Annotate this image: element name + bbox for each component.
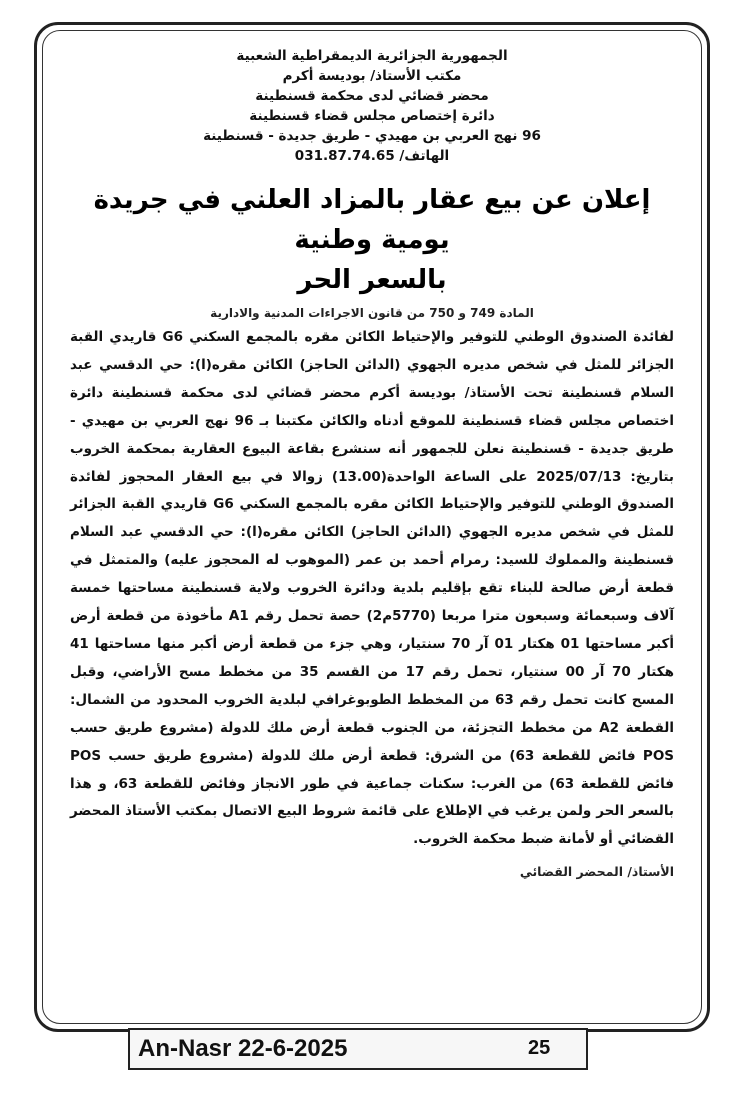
- publication-date: An-Nasr 22-6-2025: [138, 1035, 348, 1062]
- title-line-1: إعلان عن بيع عقار بالمزاد العلني في جريدة يومية وطنية: [93, 185, 651, 255]
- header-bailiff: محضر قضائي لدى محكمة قسنطينة: [255, 88, 489, 104]
- signature: الأستاذ/ المحضر القضائي: [519, 864, 674, 880]
- legal-reference: المادة 749 و 750 من قانون الاجراءات المدنية والادارية: [210, 306, 534, 320]
- title-line-2: بالسعر الحر: [297, 265, 447, 295]
- notice-content: [70, 46, 674, 879]
- page-number: 25: [528, 1037, 551, 1059]
- header-phone: الهاتف/ 031.87.74.65: [294, 148, 450, 164]
- notice-title: [70, 180, 674, 300]
- notice-body: لفائدة الصندوق الوطني للتوفير والإحتياط الكائن مقره بالمجمع السكني G6 قاريدي القبة الجزائر للمثل في شخص مديره الجهوي (الدائن الحاجز) الكائن مقره(ا): حي الدقسي عبد السلام قسنطينة تحت الأستاذ/ بوديسة أكرم محضر قضائي لدى محكمة قسنطينة دائرة اختصاص مجلس قضاء قسنطينة للموقع أدناه والكائن مكتبنا بـ 96 نهج العربي بن مهيدي - طريق جديدة - قسنطينة نعلن للجمهور أنه سنشرع بقاعة البيوع العقارية بمحكمة الخروب بتاريخ: 2025/07/13 على الساعة الواحدة(13.00) زوالا في بيع العقار المحجوز لفائدة الصندوق الوطني للتوفير والإحتياط الكائن مقره بالمجمع السكني G6 قاريدي القبة الجزائر للمثل في شخص مديره الجهوي (الدائن الحاجز) الكائن مقره(ا): حي الدقسي عبد السلام قسنطينة والمملوك للسيد: رمرام أحمد بن عمر (الموهوب له المحجوز عليه) والمتمثل في قطعة أرض صالحة للبناء تقع بإقليم بلدية ودائرة الخروب ولاية قسنطينة مساحتها خمسة آلاف وسبعمائة وسبعون مترا مربعا (5770م2) حصة تحمل رقم A1 مأخوذة من قطعة أرض أكبر مساحتها 01 هكتار 01 آر 70 سنتيار، وهي جزء من قطعة أرض أكبر منها مساحتها 41 هكتار 70 آر 00 سنتيار، تحمل رقم 17 من القسم 35 من مخطط مسح الأراضي، وقبل المسح كانت تحمل رقم 63 من المخطط الطوبوغرافي لبلدية الخروب المحدود من الشمال: القطعة A2 من مخطط التجزئة، من الجنوب قطعة أرض ملك للدولة (مشروع طريق حسب POS فائض للقطعة 63) من الشرق: قطعة أرض ملك للدولة (مشروع طريق حسب POS فائض للقطعة 63) من الغرب: سكنات جماعية في طور الانجاز وفائض للقطعة 63، و هذا بالسعر الحر ولمن يرغب في الإطلاع على قائمة شروط البيع الاتصال بمكتب الأستاذ المحضر القضائي أو لأمانة ضبط محكمة الخروب.: [70, 329, 675, 848]
- header-address: 96 نهج العربي بن مهيدي - طريق جديدة - قسنطينة: [203, 128, 541, 144]
- header-republic: الجمهورية الجزائرية الديمقراطية الشعبية: [236, 48, 508, 64]
- header-jurisdiction: دائرة إختصاص مجلس قضاء قسنطينة: [249, 108, 495, 124]
- header-office: مكتب الأستاذ/ بوديسة أكرم: [282, 68, 462, 84]
- footer-bar: [128, 1028, 588, 1070]
